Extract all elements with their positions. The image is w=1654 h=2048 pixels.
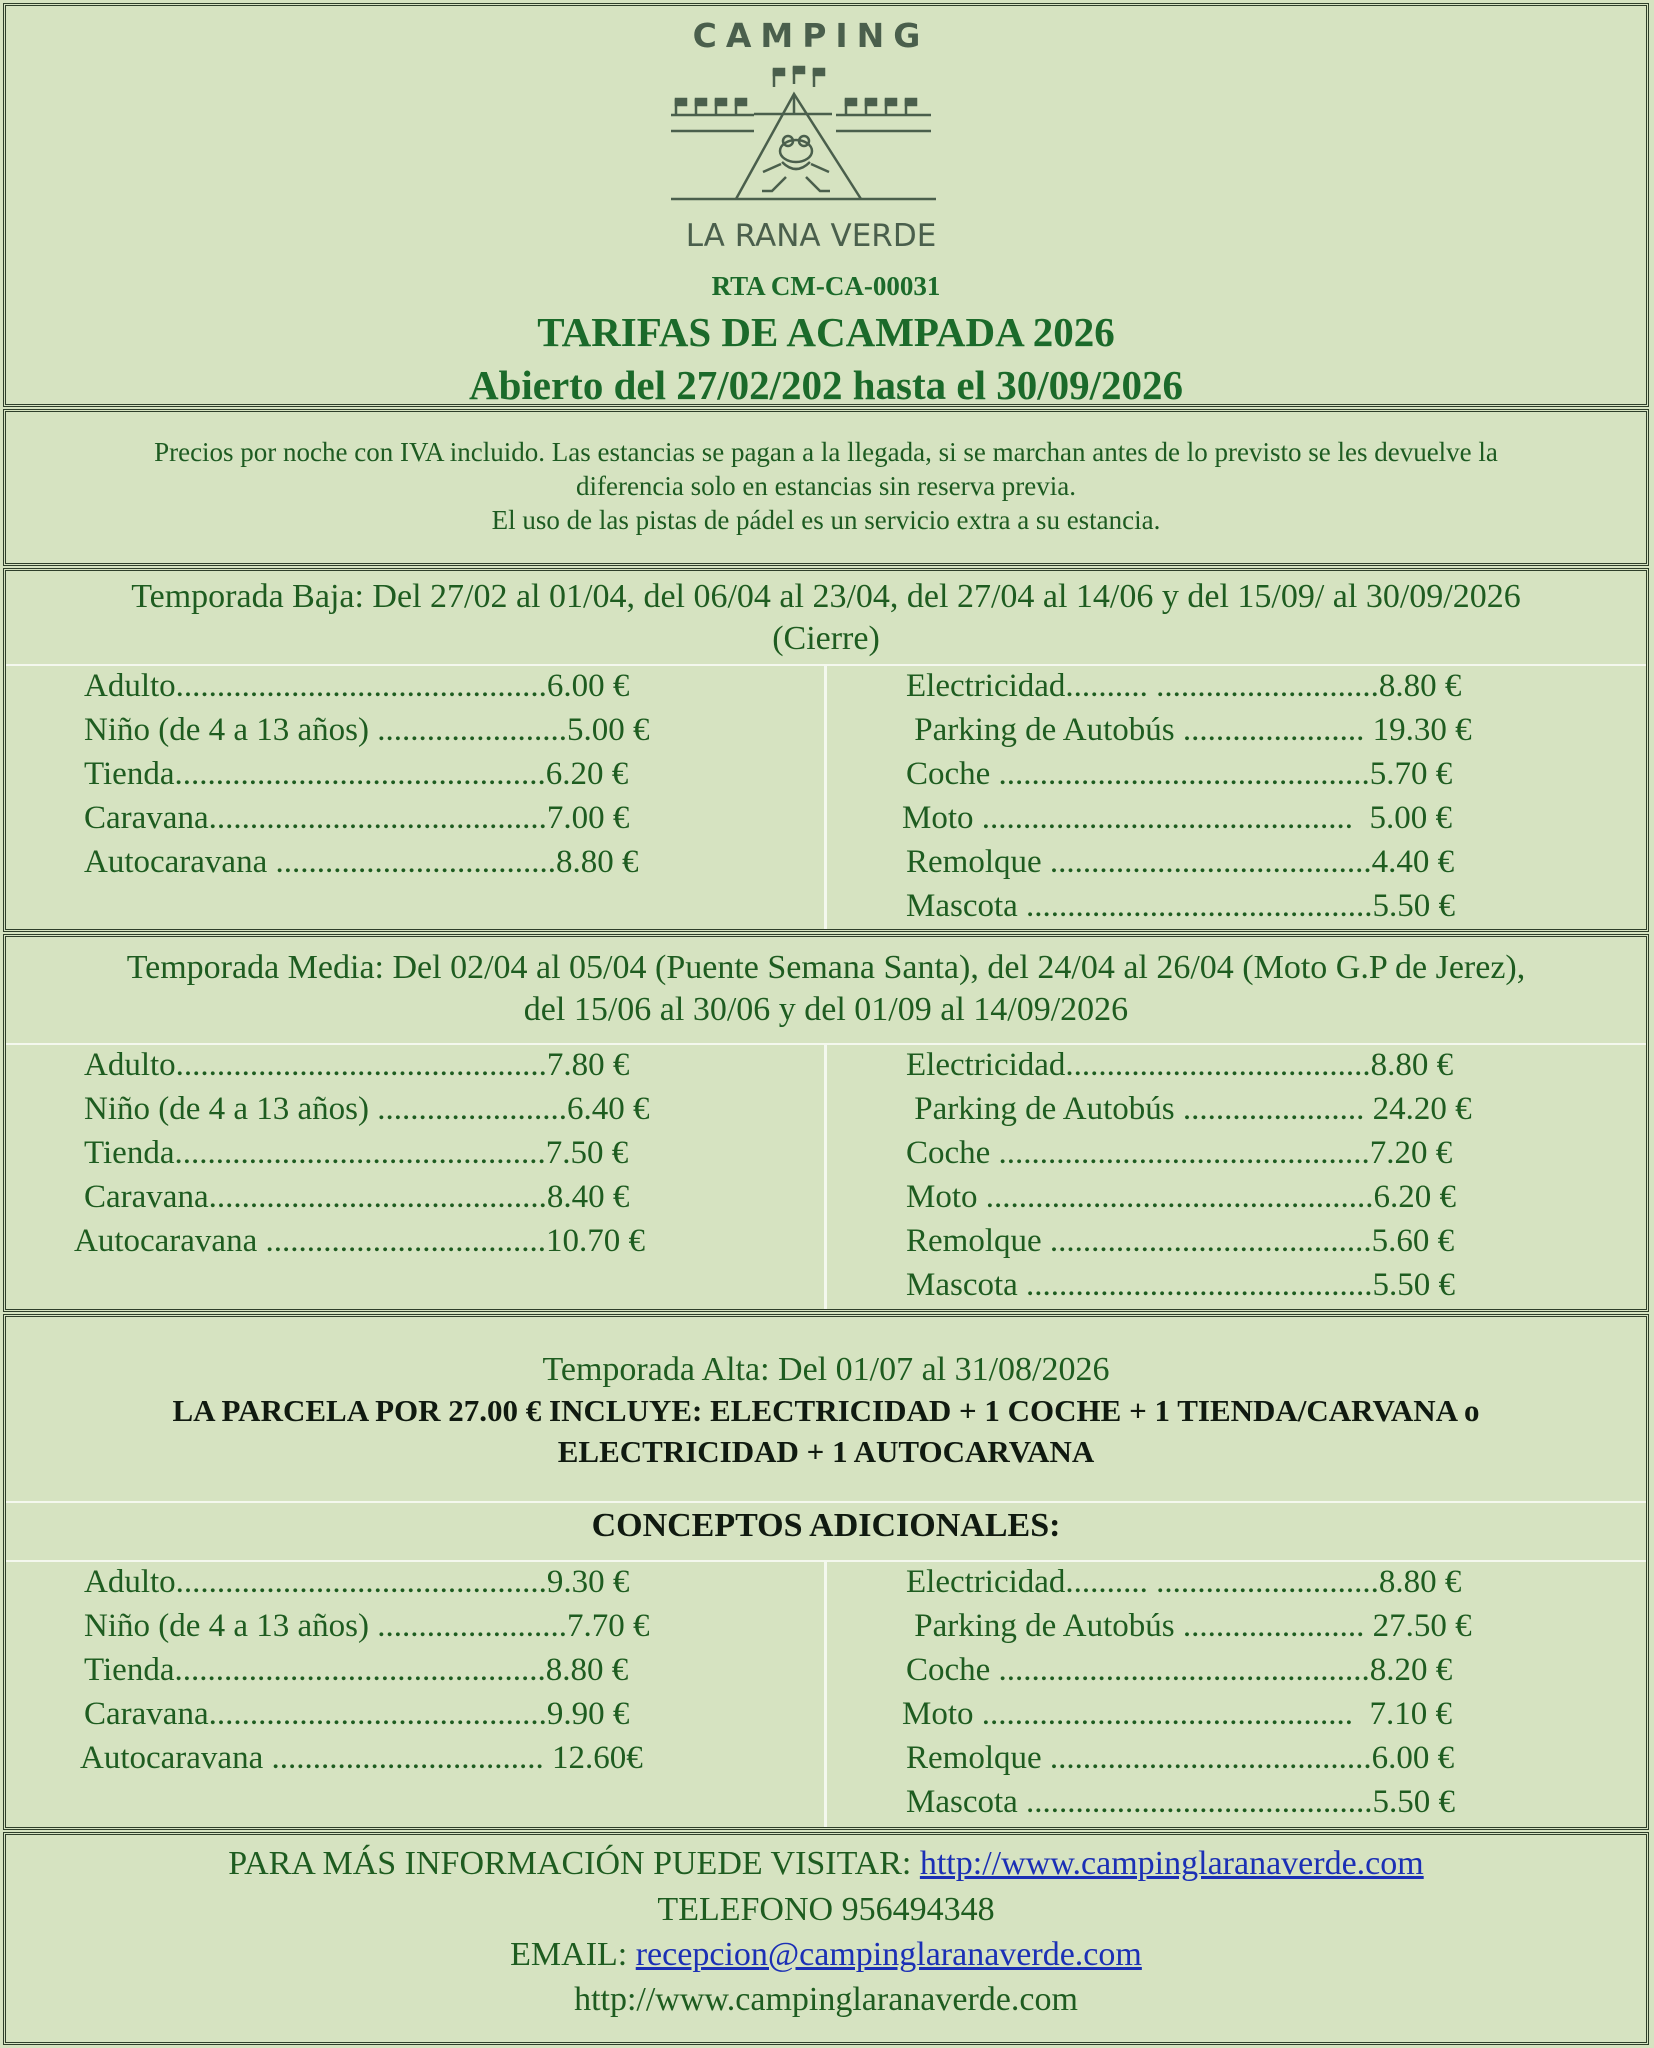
rate-caravana: Caravana.........................................8.40 €: [84, 1179, 630, 1215]
rate-adulto: Adulto.............................................9.30 €: [84, 1564, 630, 1600]
season-baja-dates: Temporada Baja: Del 27/02 al 01/04, del 06/04 al 23/04, del 27/04 al 14/06 y del 15/09/ al 30/09/2026: [131, 578, 1521, 615]
rate-coche: Coche .............................................7.20 €: [906, 1135, 1453, 1171]
rate-electricidad: Electricidad.......... ...........................8.80 €: [906, 668, 1462, 704]
frog-tent-icon: [646, 59, 976, 239]
rate-electricidad: Electricidad.......... ...........................8.80 €: [906, 1564, 1462, 1600]
logo-rana-verde-text: LA RANA VERDE: [685, 218, 937, 254]
email-link[interactable]: recepcion@campinglaranaverde.com: [635, 1936, 1142, 1973]
info-label: PARA MÁS INFORMACIÓN PUEDE VISITAR:: [228, 1845, 920, 1882]
column-divider: [824, 665, 827, 929]
logo-camping-text: CAMPING: [692, 16, 930, 55]
rate-moto: Moto ............................................. 7.10 €: [902, 1696, 1453, 1732]
footer-box: [3, 1832, 1649, 2045]
rate-adulto: Adulto.............................................7.80 €: [84, 1047, 630, 1083]
rate-tienda: Tienda.............................................6.20 €: [84, 756, 629, 792]
rate-electricidad: Electricidad.....................................8.80 €: [906, 1047, 1454, 1083]
rate-caravana: Caravana.........................................9.90 €: [84, 1696, 630, 1732]
website-text: http://www.campinglaranaverde.com: [574, 1981, 1078, 2018]
notes-box: [3, 409, 1649, 566]
registration-number: RTA CM-CA-00031: [711, 271, 941, 301]
note-line: diferencia solo en estancias sin reserva previa.: [575, 471, 1077, 501]
rate-autocaravana: Autocaravana ................................. 12.60€: [80, 1740, 643, 1776]
rate-autocaravana: Autocaravana ..................................10.70 €: [74, 1223, 645, 1259]
rate-remolque: Remolque .......................................6.00 €: [906, 1740, 1455, 1776]
season-media-heading: [6, 947, 1646, 1031]
rate-remolque: Remolque .......................................4.40 €: [906, 844, 1455, 880]
rate-coche: Coche .............................................8.20 €: [906, 1652, 1453, 1688]
rate-moto: Moto ............................................. 5.00 €: [902, 800, 1453, 836]
rate-parking-autobus: Parking de Autobús ...................... 19.30 €: [906, 712, 1472, 748]
rate-mascota: Mascota ..........................................5.50 €: [906, 1784, 1456, 1820]
parcela-offer-line-2: ELECTRICIDAD + 1 AUTOCARVANA: [557, 1434, 1095, 1469]
page-title: TARIFAS DE ACAMPADA 2026: [537, 309, 1115, 355]
conceptos-heading: CONCEPTOS ADICIONALES:: [591, 1507, 1061, 1544]
email-label: EMAIL:: [510, 1936, 636, 1973]
season-baja-box: [3, 568, 1649, 932]
rate-moto: Moto ...............................................6.20 €: [906, 1179, 1457, 1215]
rate-nino: Niño (de 4 a 13 años) .......................7.70 €: [84, 1608, 650, 1644]
rate-tienda: Tienda.............................................8.80 €: [84, 1652, 629, 1688]
camping-logo: [646, 14, 976, 264]
season-alta-box: [3, 1314, 1649, 1830]
phone-line: TELEFONO 956494348: [657, 1891, 995, 1928]
page-subtitle: Abierto del 27/02/202 hasta el 30/09/2026: [468, 362, 1184, 408]
rate-mascota: Mascota ..........................................5.50 €: [906, 1267, 1456, 1303]
website-link[interactable]: http://www.campinglaranaverde.com: [919, 1845, 1424, 1882]
rate-caravana: Caravana.........................................7.00 €: [84, 800, 630, 836]
divider: [6, 1501, 1646, 1503]
season-baja-heading: [6, 576, 1646, 660]
column-divider: [824, 1561, 827, 1827]
rate-coche: Coche .............................................5.70 €: [906, 756, 1453, 792]
email-line: [6, 1936, 1646, 1974]
season-baja-note: (Cierre): [772, 620, 880, 657]
season-alta-heading: Temporada Alta: Del 01/07 al 31/08/2026: [542, 1351, 1110, 1388]
rate-nino: Niño (de 4 a 13 años) .......................5.00 €: [84, 712, 650, 748]
parcela-offer-line-1: LA PARCELA POR 27.00 € INCLUYE: ELECTRICIDAD + 1 COCHE + 1 TIENDA/CARVANA o: [172, 1393, 1480, 1428]
note-line: El uso de las pistas de pádel es un servicio extra a su estancia.: [491, 505, 1161, 535]
rate-adulto: Adulto.............................................6.00 €: [84, 668, 630, 704]
rate-tienda: Tienda.............................................7.50 €: [84, 1135, 629, 1171]
season-media-dates: Temporada Media: Del 02/04 al 05/04 (Puente Semana Santa), del 24/04 al 26/04 (Moto G.P de Jerez),: [126, 949, 1526, 986]
column-divider: [824, 1044, 827, 1309]
notes-text: [6, 412, 1646, 537]
rate-parking-autobus: Parking de Autobús ...................... 27.50 €: [906, 1608, 1472, 1644]
rate-mascota: Mascota ..........................................5.50 €: [906, 888, 1456, 924]
header-box: [3, 3, 1649, 407]
season-media-dates-2: del 15/06 al 30/06 y del 01/09 al 14/09/2026: [523, 991, 1129, 1028]
info-line: [6, 1845, 1646, 1883]
note-line: Precios por noche con IVA incluido. Las estancias se pagan a la llegada, si se marchan antes de lo previsto se les devuelve la: [154, 437, 1498, 467]
rate-autocaravana: Autocaravana ..................................8.80 €: [84, 844, 639, 880]
rate-parking-autobus: Parking de Autobús ...................... 24.20 €: [906, 1091, 1472, 1127]
rate-remolque: Remolque .......................................5.60 €: [906, 1223, 1455, 1259]
season-media-box: [3, 934, 1649, 1312]
rate-nino: Niño (de 4 a 13 años) .......................6.40 €: [84, 1091, 650, 1127]
